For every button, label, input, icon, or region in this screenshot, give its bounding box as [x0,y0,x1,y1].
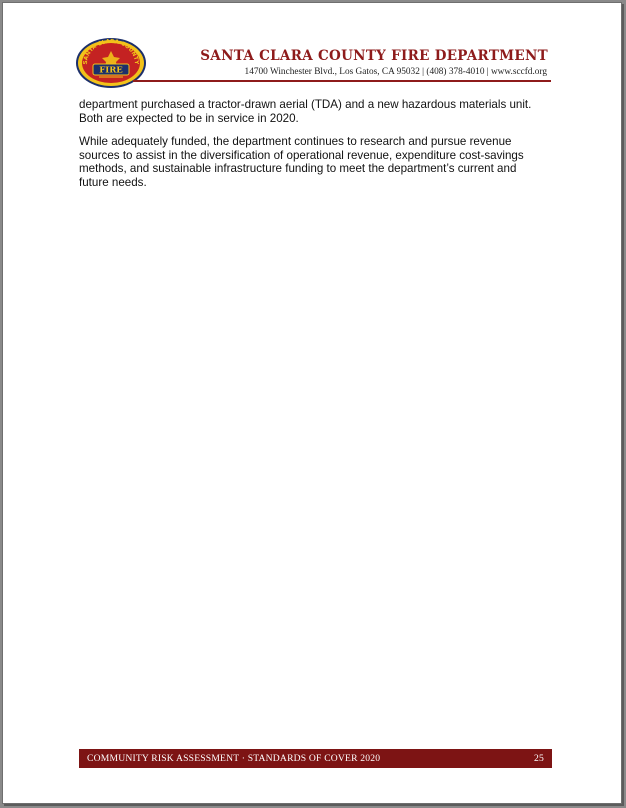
header-divider [133,80,551,82]
footer-title: COMMUNITY RISK ASSESSMENT · STANDARDS OF COVER 2020 [87,753,381,764]
page-number: 25 [534,753,544,764]
svg-text:FIRE: FIRE [99,65,123,76]
svg-text:SANTA CLARA COUNTY: SANTA CLARA COUNTY [82,38,140,65]
footer-bar [79,749,552,768]
organization-name: SANTA CLARA COUNTY FIRE DEPARTMENT [200,48,548,64]
organization-address: 14700 Winchester Blvd., Los Gatos, CA 95032 | (408) 378-4010 | www.sccfd.org [244,67,547,77]
body-content [79,98,549,200]
paragraph: department purchased a tractor-drawn aerial (TDA) and a new hazardous materials unit. Both are expected to be in service in 2020. [79,98,532,125]
paragraph: While adequately funded, the department continues to research and pursue revenue sources to assist in the diversification of operational revenue, expenditure cost-savings methods, and sustainable infrastructure funding to meet the department’s current and future needs. [79,135,524,189]
document-page [2,2,622,804]
